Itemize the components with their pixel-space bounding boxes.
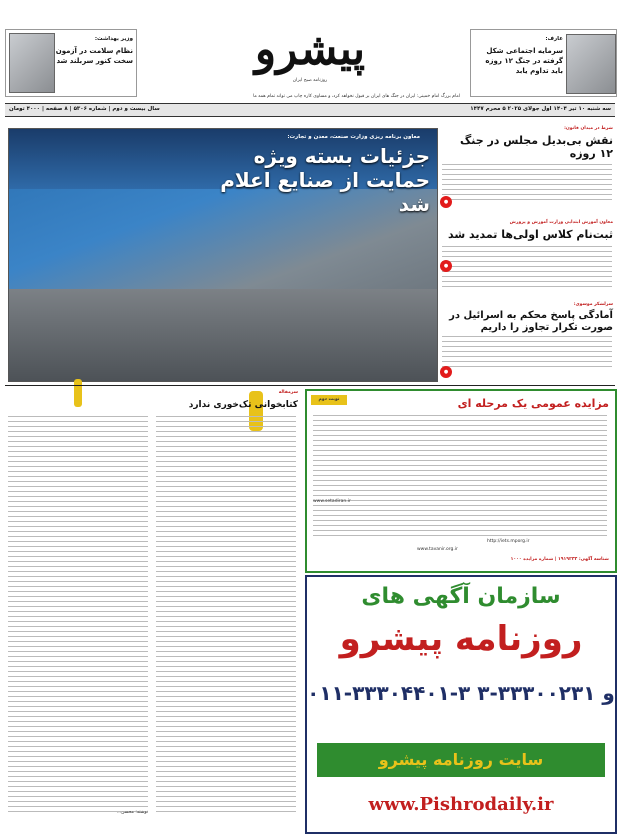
rc3-badge: ●	[440, 366, 452, 378]
top-left-box	[5, 29, 137, 97]
editorial-col1	[156, 416, 296, 816]
top-right-headline: سرمایه اجتماعی شکل گرفته در جنگ ۱۲ روزه باید تداوم یابد	[485, 47, 563, 75]
rc2-badge: ●	[440, 260, 452, 272]
tender-footer: شناسه آگهی: ۱۹۱۹۲۳۳ | شماره مزایده ۱۰۰۰	[510, 557, 609, 562]
date-bar	[5, 103, 615, 117]
rc3-headline: آمادگی پاسخ محکم به اسرائیل در صورت تکرار تجاوز را داریم	[449, 310, 613, 333]
tender-site2[interactable]: www.setadiran.ir	[313, 499, 351, 504]
minister-photo	[9, 33, 55, 93]
tender-body	[313, 415, 607, 540]
rc1-headline: نقش بی‌بدیل مجلس در جنگ ۱۲ روزه	[459, 134, 613, 160]
top-left-kicker: وزیر بهداشت:	[94, 36, 133, 42]
rc1-kicker: شرط در میدان قانون:	[564, 126, 613, 131]
tender-site1[interactable]: http://iets.mporg.ir	[487, 539, 530, 544]
rc2-body	[442, 246, 612, 291]
rc3-kicker: سرلشکر موسوی:	[573, 302, 613, 307]
ad-site-bar	[317, 743, 605, 777]
ad-box	[305, 575, 617, 834]
editorial	[8, 390, 298, 830]
right-column	[440, 126, 615, 382]
tender-label: نوبت دوم	[318, 397, 340, 402]
main-photo-floor	[9, 289, 437, 381]
arief-photo	[566, 34, 616, 94]
date-line: سه شنبه ۱۰ تیر ۱۴۰۴ اول جولای ۲۰۲۵ ۵ محرم ۱۴۴۷	[470, 106, 611, 112]
editorial-caption: نوشته: محسن...	[116, 810, 148, 815]
rc1-body	[442, 164, 612, 204]
masthead-logo	[240, 22, 380, 92]
editorial-title: کتابخوانی تک‌خوری ندارد	[188, 400, 298, 410]
rc2-kicker: معاون آموزش ابتدایی وزارت آموزش و پرورش	[509, 220, 613, 225]
top-left-headline: نظام سلامت در آزمون سخت کنور سربلند شد	[55, 47, 133, 65]
top-right-kicker: عارف:	[545, 36, 563, 42]
editorial-col2	[8, 416, 148, 816]
rc3-body	[442, 336, 612, 371]
ad-phone: ۰۱۱-۳۳۳۰۴۴۰۱-۳ و ۳۳۳۰۰۲۳۱-۳	[307, 681, 615, 705]
logo-subtitle: روزنامه صبح ایران	[292, 78, 328, 83]
ad-line2: روزنامه پیشرو	[339, 619, 583, 659]
issue-line: سال بیست و دوم | شماره ۵۳۰۶ | ۸ صفحه | ۴۰۰۰ تومان	[9, 106, 160, 112]
top-right-box	[470, 29, 617, 97]
ad-site-label: سایت روزنامه پیشرو	[378, 750, 544, 769]
tender-title: مزایده عمومی یک مرحله ای	[457, 397, 609, 410]
ad-line1: سازمان آگهی های	[361, 584, 561, 609]
rc2-headline: ثبت‌نام کلاس اولی‌ها تمدید شد	[448, 228, 613, 241]
rc1-badge: ●	[440, 196, 452, 208]
main-headline: جزئیات بسته ویژه حمایت از صنایع اعلام شد	[220, 144, 430, 216]
motto: امام بزرگ امام خمینی: ایران در جنگ های ایران بر قبول نخواهد کرد، و مساوی کاره چاپ می تواند تمام همه ما	[253, 94, 460, 99]
divider-lower	[5, 385, 615, 386]
tender-site3[interactable]: www.tavanir.org.ir	[417, 547, 458, 552]
tender-badge	[311, 395, 347, 405]
logo-text: پیشرو	[254, 24, 366, 75]
ad-site-url[interactable]: www.Pishrodaily.ir	[368, 794, 554, 815]
main-kicker: معاون برنامه ریزی وزارت صنعت، معدن و تجارت:	[287, 134, 420, 140]
tender-notice	[305, 389, 617, 573]
editorial-section: سرمقاله	[278, 390, 298, 395]
